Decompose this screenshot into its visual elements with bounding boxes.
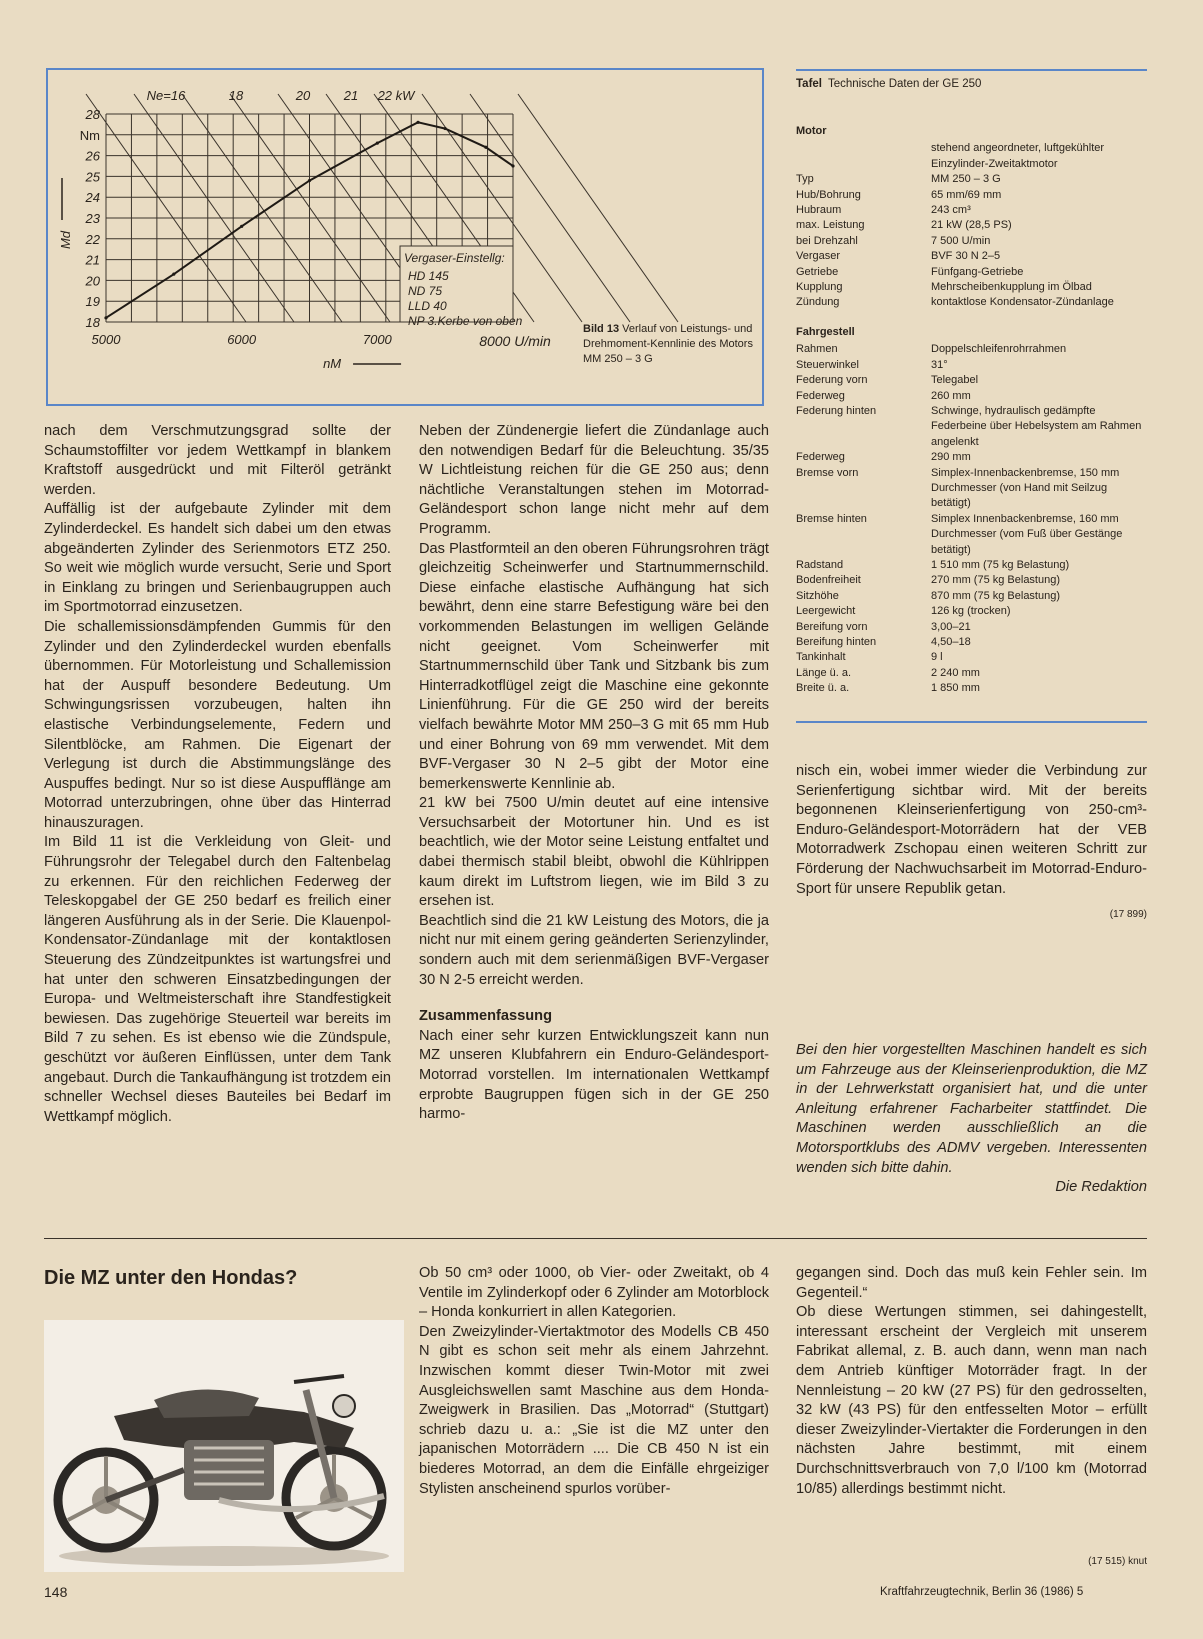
x-tick-label: 7000 bbox=[362, 332, 392, 347]
power-label: Ne=16 bbox=[146, 88, 186, 103]
article-2-headline: Die MZ unter den Hondas? bbox=[44, 1267, 298, 1289]
spec-row bbox=[796, 389, 1147, 404]
settings-line: ND 75 bbox=[408, 284, 443, 298]
spec-value: 4,50–18 bbox=[931, 636, 971, 648]
spec-value: 243 cm³ bbox=[931, 204, 971, 217]
spec-row bbox=[796, 450, 1147, 465]
spec-row bbox=[796, 342, 1147, 357]
spec-row bbox=[796, 218, 1147, 233]
spec-key: Bremse hinten bbox=[796, 512, 867, 525]
spec-row bbox=[796, 141, 1147, 156]
y-tick-label: 21 bbox=[85, 252, 100, 268]
x-tick-label: 5000 bbox=[91, 332, 121, 347]
paragraph: Ob 50 cm³ oder 1000, ob Vier- oder Zweitakt, ob 4 Ventile im Zylinderkopf oder 6 Zylinder am Motorblock – Honda konkurriert in allen Kategorien. bbox=[419, 1265, 769, 1321]
spec-section-title: Fahrgestell bbox=[796, 325, 855, 338]
spec-value: kontaktlose Kondensator-Zündanlage bbox=[931, 296, 1114, 309]
spec-value: Simplex Innenbackenbremse, 160 mm Durchmesser (vom Fuß über Gestänge betätigt) bbox=[931, 512, 1123, 556]
y-tick-label: 25 bbox=[85, 169, 100, 185]
column-2-body bbox=[419, 422, 769, 990]
spec-key: Kupplung bbox=[796, 281, 843, 294]
power-label: 20 bbox=[295, 88, 311, 103]
paragraph: Neben der Zündenergie liefert die Zündanlage auch den notwendigen Bedarf für die Beleuchtung. 35/35 W Lichtleistung reichen für die GE 250 aus; denn nächtliche Veranstaltungen stehen im Motorrad-Geländesport schon lange nicht mehr auf dem Programm. bbox=[419, 423, 769, 537]
x-axis-label: nM bbox=[323, 356, 342, 371]
y-tick-label: 26 bbox=[85, 148, 100, 164]
page-number: 148 bbox=[44, 1584, 68, 1600]
article-column-3 bbox=[796, 762, 1147, 925]
power-line bbox=[182, 94, 342, 322]
spec-row bbox=[796, 188, 1147, 203]
summary-heading: Zusammenfassung bbox=[419, 1008, 552, 1025]
spec-key: bei Drehzahl bbox=[796, 234, 858, 247]
spec-row bbox=[796, 573, 1147, 588]
spec-row bbox=[796, 157, 1147, 172]
data-point bbox=[172, 273, 175, 276]
spec-row bbox=[796, 373, 1147, 388]
paragraph: 21 kW bei 7500 U/min deutet auf eine intensive Versuchsarbeit der Motortuner hin. Und es ist beachtlich, wie der Motor seine Leistung entfaltet und dabei thermisch stabil bleibt, obwohl die Kühlrippen kaum direkt im Luftstrom liegen, wie im Bild 3 zu ersehen ist. bbox=[419, 795, 769, 910]
spec-value: Telegabel bbox=[931, 374, 979, 387]
paragraph: gegangen sind. Doch das muß kein Fehler sein. Im Gegenteil.“ bbox=[796, 1265, 1147, 1301]
power-line bbox=[86, 94, 246, 322]
paragraph: Den Zweizylinder-Viertaktmotor des Modells CB 450 N gibt es schon seit mehr als einem Jahrzehnt. Inzwischen kommt dieser Twin-Motor mit zwei Ausgleichswellen samt Maschine aus dem Honda-Zweigwerk in Brasilien. Das „Motorrad“ (Stuttgart) schrieb dazu u. a.: „Sie ist die MZ unter den japanischen Motorrädern .... Die CB 450 N ist ein biederes Motorrad, an dem die Einfälle ehrgeiziger Stylisten anscheinend spurlos vorüber- bbox=[419, 1323, 769, 1497]
spec-row bbox=[796, 589, 1147, 604]
spec-row bbox=[796, 404, 1147, 450]
spec-value: 260 mm bbox=[931, 389, 971, 402]
y-tick-label: 22 bbox=[85, 231, 100, 247]
spec-value: 65 mm/69 mm bbox=[931, 188, 1002, 201]
spec-key: Bereifung vorn bbox=[796, 620, 868, 633]
spec-value: 21 kW (28,5 PS) bbox=[931, 219, 1012, 232]
spec-value: 870 mm (75 kg Belastung) bbox=[931, 589, 1061, 602]
spec-row bbox=[796, 681, 1147, 696]
spec-row bbox=[796, 358, 1147, 373]
article-2-column-3 bbox=[796, 1264, 1147, 1499]
spec-value: stehend angeordneter, luftgekühlter bbox=[931, 142, 1105, 155]
spec-key: Federweg bbox=[796, 451, 845, 464]
spec-key: Breite ü. a. bbox=[796, 682, 850, 695]
summary-text: Nach einer sehr kurzen Entwicklungszeit kann nun MZ unseren Klubfahrern ein Enduro-Geländesport-Motorrad vorstellen. Im internationalen Wettkampf erprobte Baugruppen fügen sich in der GE 250 harmo- bbox=[419, 1027, 769, 1123]
power-label: 21 bbox=[343, 88, 359, 103]
spec-value: Mehrscheibenkupplung im Ölbad bbox=[931, 281, 1092, 294]
settings-line: HD 145 bbox=[408, 269, 449, 283]
y-tick-label: 28 bbox=[85, 107, 100, 122]
power-label: 22 kW bbox=[377, 88, 415, 103]
spec-key: Zündung bbox=[796, 296, 840, 309]
settings-title: Vergaser-Einstellg: bbox=[404, 251, 505, 265]
power-line bbox=[518, 94, 678, 322]
spec-value: Einzylinder-Zweitaktmotor bbox=[931, 157, 1058, 170]
column-3-text: nisch ein, wobei immer wieder die Verbindung zur Serienfertigung sichtbar wird. Mit der bereits begonnenen Kleinserienfertigung von 250-cm³-Enduro-Geländesport-Motorrädern hat der VEB Motorradwerk Zschopau einen weiteren Schritt zur Förderung der Nachwuchsarbeit im Motorrad-Enduro-Sport für unsere Republik getan. bbox=[796, 763, 1147, 897]
spec-row bbox=[796, 512, 1147, 558]
spec-row bbox=[796, 172, 1147, 187]
spec-key: Getriebe bbox=[796, 265, 839, 278]
article-column-2 bbox=[419, 422, 769, 1125]
tafel-label: Tafel bbox=[796, 78, 822, 90]
tafel-title bbox=[796, 69, 1147, 90]
y-tick-label: 19 bbox=[85, 294, 100, 310]
settings-line: NP 3.Kerbe von oben bbox=[408, 314, 523, 328]
y-tick-label: 23 bbox=[85, 211, 100, 226]
spec-key: Leergewicht bbox=[796, 605, 856, 618]
y-tick-label: 20 bbox=[85, 273, 100, 289]
spec-value: Simplex-Innenbackenbremse, 150 mm Durchmesser (von Hand mit Seilzug betätigt) bbox=[931, 466, 1120, 510]
spec-value: 1 850 mm bbox=[931, 682, 980, 695]
data-point bbox=[376, 142, 379, 145]
spec-key: Hub/Bohrung bbox=[796, 188, 861, 201]
paragraph: Beachtlich sind die 21 kW Leistung des Motors, die ja nicht nur mit einem gering geänderten Serienzylinder, sondern auch mit dem serienmäßigen BVF-Vergaser 30 N 2-5 erreicht werden. bbox=[419, 912, 769, 988]
data-point bbox=[444, 127, 447, 130]
spec-value: Doppelschleifenrohrrahmen bbox=[931, 343, 1067, 356]
article-column-1 bbox=[44, 422, 391, 1127]
motorcycle-photo bbox=[44, 1320, 404, 1572]
spec-row bbox=[796, 604, 1147, 619]
spec-value: 126 kg (trocken) bbox=[931, 605, 1011, 618]
tafel-title-text: Technische Daten der GE 250 bbox=[828, 78, 982, 90]
spec-key: Steuerwinkel bbox=[796, 358, 859, 371]
spec-key: max. Leistung bbox=[796, 219, 865, 232]
spec-row bbox=[796, 635, 1147, 650]
chart-labels bbox=[58, 88, 551, 371]
paragraph: Das Plastformteil an den oberen Führungsrohren trägt gleichzeitig Scheinwerfer und Startnummernschild. Diese einfache elastische Aufhängung hat sich bewährt, denn eine starre Befestigung wäre bei den vorkommenden Belastungen im welligen Gelände nicht geeignet. Vom Scheinwerfer mit Startnummernschild über Tank und Sitzbank bis zum Hinterradkotflügel zeigt die Maschine eine gekonnte Linienführung. Für die GE 250 wird der bereits vielfach bewährte Motor MM 250–3 G mit 65 mm Hub und einer Bohrung von 69 mm verwendet. Mit dem BVF-Vergaser 30 N 2–5 gibt der Motor eine bemerkenswerte Kennlinie ab. bbox=[419, 540, 769, 792]
spec-value: MM 250 – 3 G bbox=[931, 173, 1001, 186]
paragraph: nach dem Verschmutzungsgrad sollte der Schaumstoffilter vor jedem Wettkampf in blankem Kraftstoff ausgedrückt und mit Filteröl getränkt werden. bbox=[44, 423, 391, 498]
caption-text: Verlauf von Leistungs- und Drehmoment-Kennlinie des Motors MM 250 – 3 G bbox=[583, 323, 753, 365]
spec-value: 270 mm (75 kg Belastung) bbox=[931, 574, 1061, 587]
spec-value: 9 l bbox=[931, 651, 943, 664]
x-end-label: 8000 U/min bbox=[479, 333, 551, 349]
y-tick-label: 18 bbox=[85, 315, 100, 330]
paragraph: Im Bild 11 ist die Verkleidung von Gleit- und Führungsrohr der Telegabel durch den Faltenbelag zu erkennen. Für den reichlichen Federweg der Teleskopgabel der GE 250 bedarf es freilich einer längeren Ausführung als in der Serie. Die Klauenpol-Kondensator-Zündanlage mit der kontaktlosen Steuerung des Zündzeitpunktes ist wartungsfrei und hat unter den schweren Einsatzbedingungen der Europa- und Weltmeisterschaft ihre Standfestigkeit bewiesen. Das zugehörige Steuerteil war bereits im Bild 7 zu sehen. Es ist ebenso wie die Zündspule, geschützt vor äußeren Einflüssen, unter dem Tank angebaut. Durch die Tankaufhängung ist trotzdem ein schneller Wechsel dieses Bauteiles bei Bedarf im Wettkampf möglich. bbox=[44, 834, 391, 1125]
article-2-column-2 bbox=[419, 1264, 769, 1499]
spec-key: Typ bbox=[796, 173, 814, 186]
power-label: 18 bbox=[228, 88, 244, 103]
spec-key: Bereifung hinten bbox=[796, 636, 877, 648]
spec-key: Tankinhalt bbox=[796, 651, 846, 664]
spec-row bbox=[796, 558, 1147, 573]
figure-caption bbox=[583, 322, 758, 367]
spec-value: Fünfgang-Getriebe bbox=[931, 265, 1024, 278]
data-point bbox=[511, 164, 514, 167]
journal-credit: Kraftfahrzeugtechnik, Berlin 36 (1986) 5 bbox=[880, 1586, 1084, 1598]
spec-key: Bodenfreiheit bbox=[796, 574, 861, 587]
chart-grid bbox=[86, 94, 678, 322]
spec-value: Schwinge, hydraulisch gedämpfte Federbeine über Hebelsystem am Rahmen angelenkt bbox=[931, 404, 1142, 448]
spec-row bbox=[796, 280, 1147, 295]
spec-row bbox=[796, 234, 1147, 249]
x-tick-label: 6000 bbox=[227, 332, 257, 347]
spec-key: Federung vorn bbox=[796, 374, 868, 387]
paragraph: Auffällig ist der aufgebaute Zylinder mit dem Zylinderdeckel. Es handelt sich dabei um den etwas abgeänderten Zylinder des Serienmotors ETZ 250. So weit wie möglich wurde versucht, Serie und Sport in Einklang zu bringen und Serienbaugruppen auch im Sportmotorrad einzusetzen. bbox=[44, 501, 391, 616]
spec-table bbox=[796, 124, 1147, 697]
article-reference: (17 899) bbox=[1109, 909, 1147, 921]
spec-key: Rahmen bbox=[796, 343, 838, 356]
spec-row bbox=[796, 666, 1147, 681]
spec-key: Hubraum bbox=[796, 204, 842, 217]
spec-row bbox=[796, 203, 1147, 218]
data-point bbox=[484, 146, 487, 149]
spec-row bbox=[796, 295, 1147, 310]
y-axis-label: Md bbox=[58, 230, 73, 250]
y-tick-label: 24 bbox=[85, 190, 100, 206]
data-point bbox=[104, 316, 107, 319]
article-2-reference: (17 515) knut bbox=[1088, 1556, 1147, 1567]
spec-value: 3,00–21 bbox=[931, 620, 971, 633]
spec-key: Vergaser bbox=[796, 250, 841, 263]
spec-row bbox=[796, 620, 1147, 635]
section-divider bbox=[44, 1238, 1147, 1239]
spec-key: Federweg bbox=[796, 389, 845, 402]
spec-key: Federung hinten bbox=[796, 404, 877, 417]
spec-value: 290 mm bbox=[931, 451, 971, 464]
spec-value: 31° bbox=[931, 358, 948, 371]
spec-row bbox=[796, 265, 1147, 280]
data-point bbox=[240, 225, 243, 228]
paragraph: Die schallemissionsdämpfenden Gummis für den Zylinder und den Zylinderdeckel wurden ebenfalls übernommen. Für Motorleistung und Schallemission hat der Auspuff besondere Bedeutung. Um Schwingungsrissen vorzubeugen, halten ihn elastische Verbindungselemente, Federn und Silentblöcke, am Rahmen. Die Eigenart der Verlegung ist durch die Abstimmungslänge des Auspuffes bedingt. Nur so ist diese Auspufflänge am Motorrad unterzubringen, ohne über das Hinterrad hinauszuragen. bbox=[44, 618, 391, 831]
caption-label: Bild 13 bbox=[583, 323, 620, 335]
spec-key: Sitzhöhe bbox=[796, 589, 839, 602]
spec-key bbox=[796, 141, 931, 156]
spec-value: BVF 30 N 2–5 bbox=[931, 250, 1001, 263]
spec-key: Länge ü. a. bbox=[796, 666, 852, 679]
spec-row bbox=[796, 249, 1147, 264]
data-point bbox=[416, 121, 419, 124]
spec-value: 7 500 U/min bbox=[931, 234, 991, 247]
settings-line: LLD 40 bbox=[408, 299, 447, 313]
spec-key: Bremse vorn bbox=[796, 466, 859, 479]
spec-row bbox=[796, 466, 1147, 512]
paragraph: Ob diese Wertungen stimmen, sei dahingestellt, interessant erscheint der Vergleich mit unserem Fabrikat allemal, z. B. auch dann, wenn man nach dem Antrieb künftiger Motorräder fragt. In der Nennleistung – 20 kW (27 PS) für den gedrosselten, 32 kW (43 PS) für den entfesselten Motor – erfüllt dieser Zweizylinder-Viertakter die Forderungen in den nächsten Jahre bestimmt, mit einem Durchschnittsverbrauch von 7,0 l/100 km (Motorrad 10/85) allerdings bestimmt nicht. bbox=[796, 1304, 1147, 1497]
spec-section-title: Motor bbox=[796, 125, 827, 137]
spec-row bbox=[796, 650, 1147, 665]
editor-signature: Die Redaktion bbox=[1055, 1179, 1147, 1196]
spec-key bbox=[796, 157, 931, 172]
spec-value: 1 510 mm (75 kg Belastung) bbox=[931, 558, 1070, 571]
y-unit-label: Nm bbox=[79, 127, 100, 143]
spec-value: 2 240 mm bbox=[931, 666, 980, 679]
data-point bbox=[308, 179, 311, 182]
tafel-bottom-rule bbox=[796, 721, 1147, 723]
editor-note bbox=[796, 1041, 1147, 1198]
spec-key: Radstand bbox=[796, 558, 844, 571]
editor-note-text: Bei den hier vorgestellten Maschinen handelt es sich um Fahrzeuge aus der Kleinserienproduktion, die MZ in der Lehrwerkstatt organisiert hat, und die unter Anleitung erfahrener Facharbeiter stattfindet. Die Maschinen werden ausschließlich an die Motorsportklubs des ADMV vergeben. Interessenten wenden sich bitte dahin. bbox=[796, 1042, 1147, 1176]
